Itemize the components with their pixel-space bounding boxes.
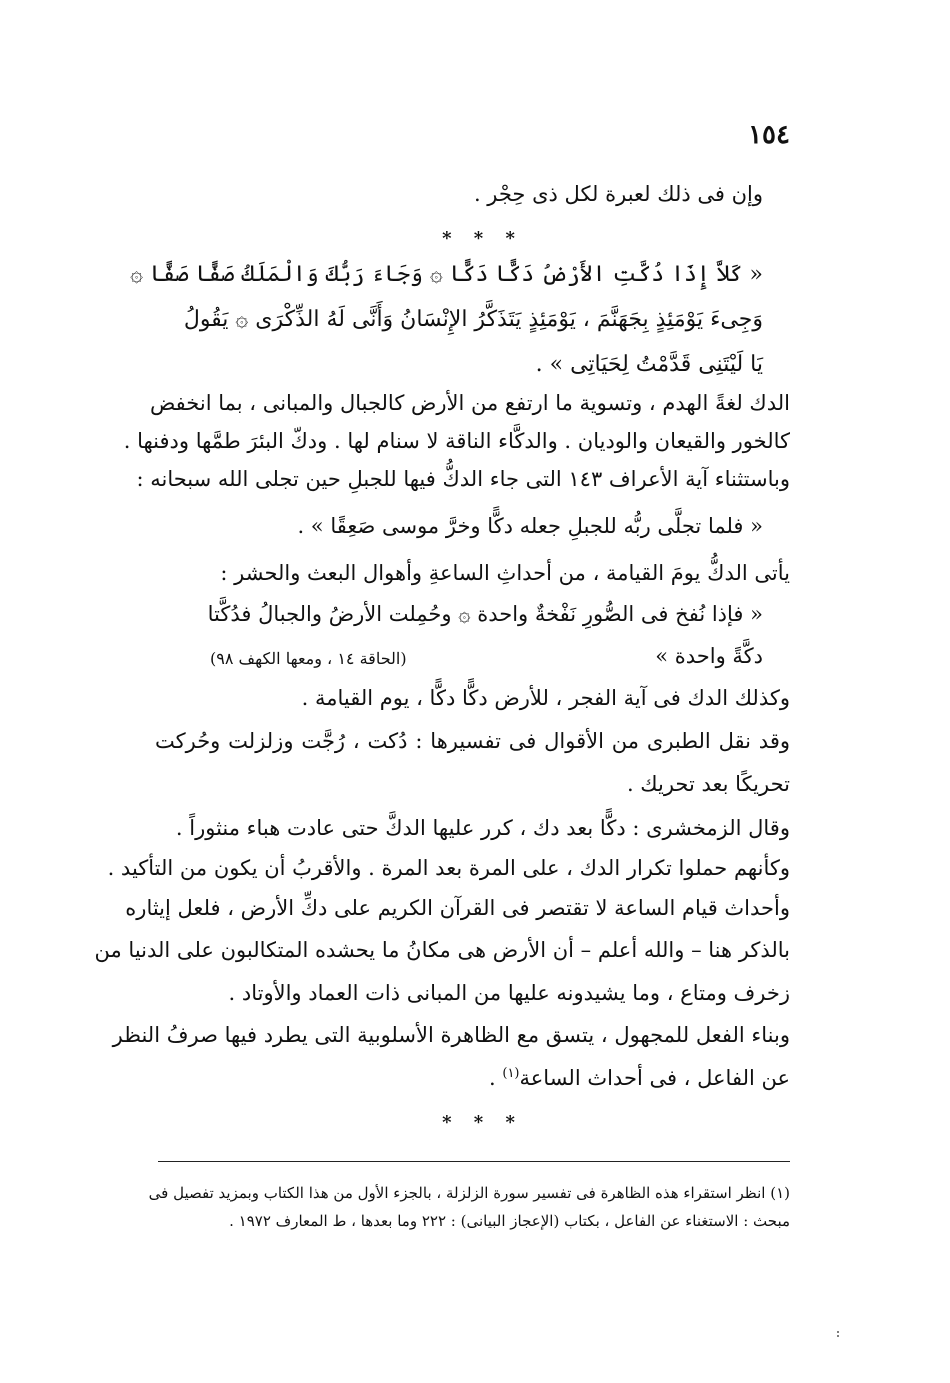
quote-line: دكَّةً واحدة » — [655, 644, 763, 668]
paragraph-line: زخرف ومتاع ، وما يشيدونه عليها من المبانى ذات العماد والأوتاد . — [228, 981, 790, 1005]
paragraph-text: عن الفاعل ، فى أحداث الساعة — [519, 1066, 790, 1090]
paragraph-line-with-footnote — [489, 1060, 790, 1096]
paragraph-line: بالذكر هنا – والله أعلم – أن الأرض هى مكانُ ما يحشده المتكالبون على الدنيا من — [94, 938, 790, 962]
paragraph-line: وكأنهم حملوا تكرار الدك ، على المرة بعد المرة . والأقربُ أن يكون من التأكيد . — [107, 856, 790, 880]
section-divider: * * * — [442, 228, 523, 249]
paragraph-line: كالخور والقيعان والوديان . والدكَّاء الناقة لا سنام لها . ودكّ البئرَ طمَّها ودفنها . — [123, 429, 790, 453]
paragraph-end: . — [489, 1066, 503, 1090]
quote-line: « فإذا نُفخ فى الصُّورِ نَفْخةٌ واحدة ۞ وحُمِلت الأرضُ والجبالُ فدُكَّتا — [207, 602, 763, 626]
paragraph-line: وقد نقل الطبرى من الأقوال فى تفسيرها : دُكت ، رُجَّت وزلزلت وحُركت — [155, 729, 790, 753]
footnote-rule — [158, 1161, 790, 1162]
page-number: ١٥٤ — [748, 120, 790, 150]
footnote-line: (١) انظر استقراء هذه الظاهرة فى تفسير سورة الزلزلة ، بالجزء الأول من هذا الكتاب وبمزيد تفصيل فى — [148, 1184, 790, 1202]
verse-reference: (الحاقة ١٤ ، ومعها الكهف ٩٨) — [210, 649, 407, 668]
paragraph-line: وأحداث قيام الساعة لا تقتصر فى القرآن الكريم على دكِّ الأرض ، فلعل إيثاره — [125, 896, 790, 920]
paragraph-line: وباستثناء آية الأعراف ١٤٣ التى جاء الدكُّ فيها للجبلِ حين تجلى الله سبحانه : — [136, 467, 790, 491]
scan-speck — [836, 1330, 840, 1338]
section-divider: * * * — [442, 1112, 523, 1133]
paragraph-line: وقال الزمخشرى : دكًّا بعد دك ، كرر عليها الدكَّ حتى عادت هباء منثوراً . — [175, 816, 790, 840]
verse-line-1: « كَلاَّ إِذَا دُكَّتِ الأَرْضُ دَكًّا دَكًّا ۞ وَجَاءَ رَبُّكَ وَالْمَلَكُ صَفًّا صَفًّا ۞ — [130, 262, 763, 287]
verse-line-3: يَا لَيْتَنِى قَدَّمْتُ لِحَيَاتِى » . — [535, 352, 763, 377]
footnote-line: مبحث : الاستغناء عن الفاعل ، بكتاب (الإعجاز البيانى) : ٢٢٢ وما بعدها ، ط المعارف ١٩٧٢ . — [229, 1212, 790, 1230]
paragraph-line: وبناء الفعل للمجهول ، يتسق مع الظاهرة الأسلوبية التى يطرد فيها صرفُ النظر — [112, 1023, 790, 1047]
quote-line: « فلما تجلَّى ربُّه للجبلِ جعله دكًّا وخرَّ موسى صَعِقًا » . — [297, 514, 763, 538]
paragraph-line: يأتى الدكُّ يومَ القيامة ، من أحداثِ الساعةِ وأهوال البعث والحشر : — [220, 561, 790, 585]
paragraph-line: وكذلك الدك فى آية الفجر ، للأرض دكًّا دكًّا ، يوم القيامة . — [301, 686, 790, 710]
paragraph-line: الدك لغةً الهدم ، وتسوية ما ارتفع من الأرض كالجبال والمبانى ، بما انخفض — [149, 391, 790, 415]
intro-line: وإن فى ذلك لعبرة لكل ذى حِجْر . — [473, 182, 763, 206]
verse-line-2: وَجِىءَ يَوْمَئِذٍ بِجَهَنَّمَ ، يَوْمَئِذٍ يَتَذَكَّرُ الإِنْسَانُ وَأَنَّى لَهُ الذِّكْرَى ۞ يَقُولُ — [183, 307, 763, 332]
footnote-marker[interactable]: (١) — [502, 1066, 520, 1081]
paragraph-line: تحريكًا بعد تحريك . — [626, 772, 790, 796]
